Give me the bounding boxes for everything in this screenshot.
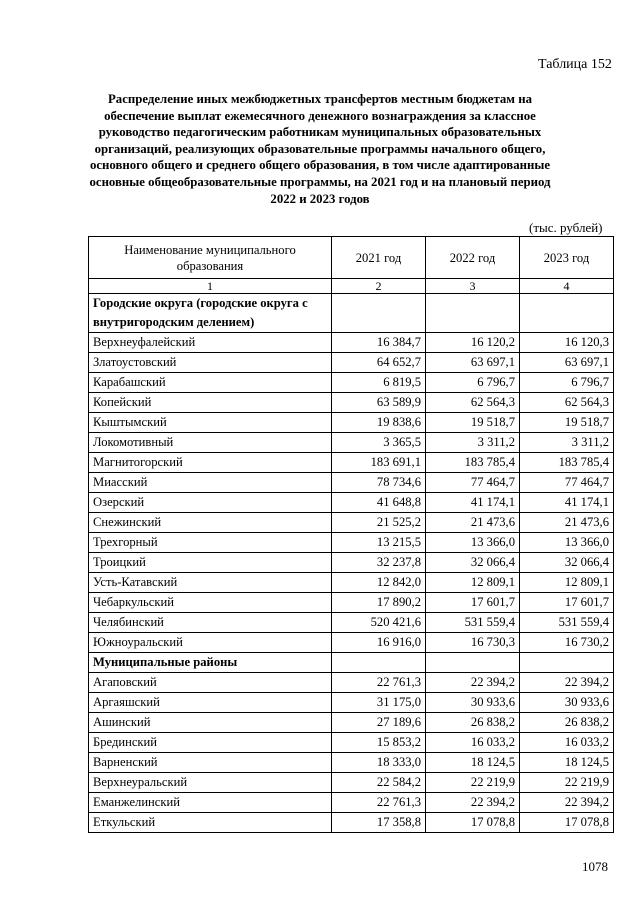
value-2022-cell [426,653,520,673]
value-2021-cell: 32 237,8 [332,553,426,573]
value-2023-cell: 17 601,7 [520,593,614,613]
value-2021-cell: 63 589,9 [332,393,426,413]
value-2023-cell: 22 394,2 [520,673,614,693]
column-number: 1 [89,279,332,294]
value-2023-cell: 531 559,4 [520,613,614,633]
row-name-cell: Ашинский [89,713,332,733]
value-2021-cell: 27 189,6 [332,713,426,733]
value-2023-cell [520,653,614,673]
value-2021-cell: 19 838,6 [332,413,426,433]
value-2021-cell [332,653,426,673]
value-2023-cell: 41 174,1 [520,493,614,513]
row-name-cell: Агаповский [89,673,332,693]
row-name-cell: Брединский [89,733,332,753]
value-2021-cell: 15 853,2 [332,733,426,753]
value-2023-cell [520,294,614,333]
value-2022-cell: 77 464,7 [426,473,520,493]
row-name-cell: Локомотивный [89,433,332,453]
table-row [89,433,614,453]
row-name-cell: Усть-Катавский [89,573,332,593]
column-header-2022: 2022 год [426,237,520,279]
table-row [89,473,614,493]
value-2023-cell: 16 730,2 [520,633,614,653]
value-2022-cell: 16 730,3 [426,633,520,653]
row-name-cell: Еткульский [89,813,332,833]
value-2021-cell: 17 358,8 [332,813,426,833]
column-header-2023: 2023 год [520,237,614,279]
value-2023-cell: 32 066,4 [520,553,614,573]
table-row [89,393,614,413]
value-2021-cell: 183 691,1 [332,453,426,473]
value-2021-cell: 22 584,2 [332,773,426,793]
table-row [89,713,614,733]
value-2022-cell: 16 120,2 [426,333,520,353]
value-2022-cell: 3 311,2 [426,433,520,453]
value-2022-cell: 30 933,6 [426,693,520,713]
value-2023-cell: 16 033,2 [520,733,614,753]
table-row [89,813,614,833]
section-row [89,653,614,673]
value-2022-cell: 12 809,1 [426,573,520,593]
value-2023-cell: 18 124,5 [520,753,614,773]
table-row [89,413,614,433]
value-2021-cell: 12 842,0 [332,573,426,593]
value-2021-cell [332,294,426,333]
value-2022-cell: 6 796,7 [426,373,520,393]
value-2023-cell: 62 564,3 [520,393,614,413]
value-2021-cell: 31 175,0 [332,693,426,713]
row-name-cell: Чебаркульский [89,593,332,613]
row-name-cell: Верхнеуфалейский [89,333,332,353]
table-row [89,373,614,393]
table-number: Таблица 152 [538,57,612,72]
value-2023-cell: 183 785,4 [520,453,614,473]
row-name-cell: Еманжелинский [89,793,332,813]
value-2022-cell: 16 033,2 [426,733,520,753]
table-title: Распределение иных межбюджетных трансфертов местным бюджетам на обеспечение выплат ежемесячного денежного вознаграждения за классное руководство педагогическим работникам муниципальных образовательных организаций, реализующих образовательные программы начального общего, основного общего и среднего общего образования, в том числе адаптированные основные общеобразовательные программы, на 2021 год и на плановый период 2022 и 2023 годов [89,92,551,206]
table-row [89,353,614,373]
row-name-cell: Озерский [89,493,332,513]
value-2021-cell: 3 365,5 [332,433,426,453]
value-2021-cell: 41 648,8 [332,493,426,513]
value-2023-cell: 12 809,1 [520,573,614,593]
table-row [89,593,614,613]
value-2022-cell: 62 564,3 [426,393,520,413]
value-2022-cell [426,294,520,333]
column-number-row [89,279,614,294]
value-2021-cell: 16 916,0 [332,633,426,653]
value-2022-cell: 13 366,0 [426,533,520,553]
value-2022-cell: 41 174,1 [426,493,520,513]
value-2022-cell: 531 559,4 [426,613,520,633]
value-2021-cell: 22 761,3 [332,793,426,813]
row-name-cell: Снежинский [89,513,332,533]
value-2022-cell: 21 473,6 [426,513,520,533]
table-row [89,633,614,653]
section-row [89,294,614,333]
value-2022-cell: 32 066,4 [426,553,520,573]
column-number: 4 [520,279,614,294]
value-2021-cell: 64 652,7 [332,353,426,373]
value-2022-cell: 19 518,7 [426,413,520,433]
table-row [89,493,614,513]
table-row [89,573,614,593]
row-name-cell: Карабашский [89,373,332,393]
value-2021-cell: 17 890,2 [332,593,426,613]
value-2022-cell: 183 785,4 [426,453,520,473]
value-2023-cell: 22 394,2 [520,793,614,813]
row-name-cell: Муниципальные районы [89,653,332,673]
row-name-cell: Аргаяшский [89,693,332,713]
value-2023-cell: 77 464,7 [520,473,614,493]
value-2023-cell: 21 473,6 [520,513,614,533]
table-row [89,613,614,633]
table-header-row [89,237,614,279]
row-name-cell: Златоустовский [89,353,332,373]
column-number: 2 [332,279,426,294]
value-2022-cell: 17 601,7 [426,593,520,613]
row-name-cell: Кыштымский [89,413,332,433]
row-name-cell: Миасский [89,473,332,493]
value-2023-cell: 30 933,6 [520,693,614,713]
row-name-cell: Варненский [89,753,332,773]
column-number: 3 [426,279,520,294]
row-name-cell: Верхнеуральский [89,773,332,793]
table-row [89,533,614,553]
table-row [89,793,614,813]
value-2023-cell: 13 366,0 [520,533,614,553]
page-number: 1078 [582,859,608,874]
row-name-cell: Трехгорный [89,533,332,553]
value-2021-cell: 6 819,5 [332,373,426,393]
value-2021-cell: 16 384,7 [332,333,426,353]
table-row [89,753,614,773]
column-header-2021: 2021 год [332,237,426,279]
row-name-cell: Южноуральский [89,633,332,653]
value-2022-cell: 26 838,2 [426,713,520,733]
value-2022-cell: 22 219,9 [426,773,520,793]
row-name-cell: Городские округа (городские округа с внутригородским делением) [89,294,332,333]
table-row [89,693,614,713]
value-2021-cell: 520 421,6 [332,613,426,633]
table-row [89,513,614,533]
value-2021-cell: 18 333,0 [332,753,426,773]
row-name-cell: Троицкий [89,553,332,573]
value-2023-cell: 6 796,7 [520,373,614,393]
table-row [89,773,614,793]
value-2023-cell: 63 697,1 [520,353,614,373]
value-2022-cell: 17 078,8 [426,813,520,833]
value-2023-cell: 22 219,9 [520,773,614,793]
row-name-cell: Челябинский [89,613,332,633]
row-name-cell: Магнитогорский [89,453,332,473]
row-name-cell: Копейский [89,393,332,413]
table-row [89,333,614,353]
value-2021-cell: 13 215,5 [332,533,426,553]
table-row [89,733,614,753]
value-2022-cell: 18 124,5 [426,753,520,773]
units-note: (тыс. рублей) [529,220,603,235]
table-row [89,673,614,693]
value-2023-cell: 3 311,2 [520,433,614,453]
value-2023-cell: 26 838,2 [520,713,614,733]
value-2021-cell: 22 761,3 [332,673,426,693]
value-2022-cell: 22 394,2 [426,793,520,813]
value-2023-cell: 19 518,7 [520,413,614,433]
transfers-table [88,236,614,833]
value-2023-cell: 16 120,3 [520,333,614,353]
table-row [89,553,614,573]
value-2022-cell: 63 697,1 [426,353,520,373]
table-row [89,453,614,473]
value-2021-cell: 21 525,2 [332,513,426,533]
column-header-name: Наименование муниципального образования [89,237,332,279]
value-2023-cell: 17 078,8 [520,813,614,833]
value-2021-cell: 78 734,6 [332,473,426,493]
value-2022-cell: 22 394,2 [426,673,520,693]
